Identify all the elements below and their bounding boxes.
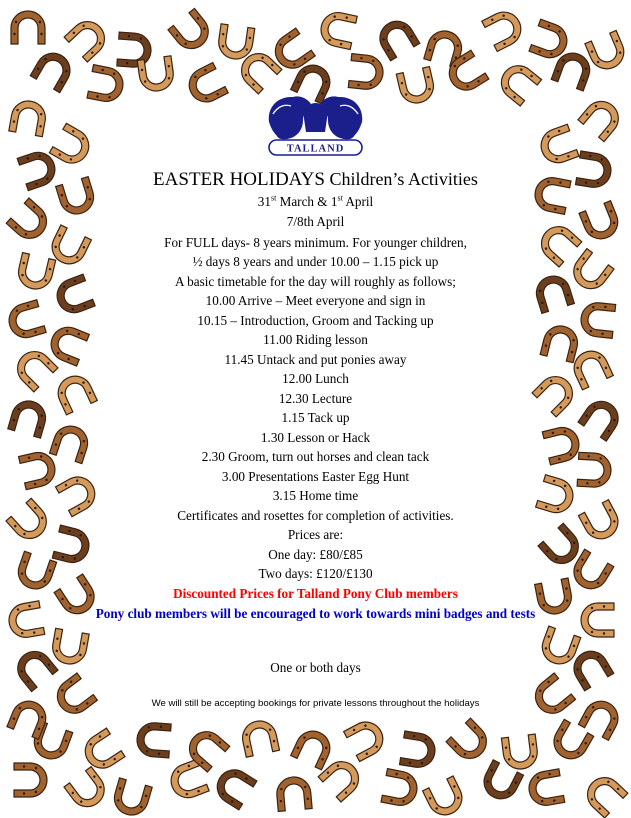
horseshoe-icon [5, 300, 46, 342]
horseshoe-icon [536, 475, 577, 517]
horseshoe-icon [53, 371, 98, 415]
horseshoe-icon [9, 98, 48, 136]
logo-text: TALLAND [286, 143, 345, 155]
horseshoe-icon [532, 175, 571, 215]
horseshoe-icon [536, 124, 579, 167]
horseshoe-icon [526, 769, 564, 808]
page-title [100, 168, 531, 191]
timetable-item: 12.30 Lecture [278, 391, 353, 406]
horseshoe-icon [578, 500, 624, 545]
horseshoe-icon [579, 301, 615, 338]
timetable-item: 3.00 Presentations Easter Egg Hunt [221, 469, 410, 484]
price-two-days: Two days: £120/£130 [258, 566, 373, 581]
timetable-item: 10.15 – Introduction, Groom and Tacking up [197, 313, 434, 328]
timetable-item: 1.15 Tack up [281, 410, 350, 425]
horseshoe-icon [51, 673, 98, 720]
date-line-2: 7/8th April [286, 214, 345, 229]
horseshoe-icon [540, 322, 581, 362]
horseshoe-icon [8, 397, 50, 438]
timetable-item: 1.30 Lesson or Hack [260, 430, 371, 445]
horseshoe-icon [578, 695, 624, 740]
intro-line-1: For FULL days- 8 years minimum. For younger children, [164, 235, 467, 250]
horseshoe-icon [585, 30, 629, 74]
talland-logo [263, 92, 368, 160]
horseshoe-icon [581, 603, 614, 637]
horseshoe-icon [6, 601, 44, 640]
timetable-item: 2.30 Groom, turn out horses and clean tack [201, 449, 430, 464]
timetable-item: 11.45 Untack and put ponies away [224, 352, 407, 367]
horseshoe-icon [6, 198, 53, 245]
horseshoe-icon [56, 471, 101, 517]
horseshoe-icon [15, 253, 56, 293]
timetable-item: 12.00 Lunch [282, 371, 349, 386]
horseshoe-icon [548, 719, 594, 765]
horseshoe-icon [535, 220, 582, 267]
horseshoe-icon [529, 673, 576, 720]
timetable-item: 3.15 Home time [272, 488, 359, 503]
horseshoe-icon [532, 272, 574, 313]
horseshoe-icon [542, 424, 582, 465]
one-or-both-text: One or both days [270, 660, 361, 675]
horseshoe-icon [46, 322, 89, 366]
horseshoe-icon [52, 274, 95, 318]
flyer-content [95, 0, 536, 818]
horseshoe-icon [532, 370, 579, 417]
horseshoe-icon [14, 763, 47, 797]
horseshoe-icon [538, 626, 581, 669]
horseshoe-icon [578, 395, 625, 441]
horseshoe-icon [30, 47, 76, 93]
horseshoe-icon [567, 249, 614, 296]
horseshoe-icon [11, 345, 58, 392]
horseshoe-icon [577, 452, 612, 488]
date-line-1: 31st March & 1st April [257, 193, 374, 209]
horseshoe-icon [19, 449, 59, 490]
horseshoe-icon [579, 201, 623, 244]
horseshoe-icon [11, 645, 58, 692]
horseshoe-icon [49, 123, 95, 169]
price-one-day: One day: £80/£85 [268, 547, 363, 562]
horseshoe-icon [578, 95, 625, 142]
horseshoe-icon [50, 628, 89, 666]
horseshoe-icon [52, 525, 92, 566]
horseshoe-icon [11, 11, 45, 44]
title-sub: Children’s Activities [329, 169, 478, 189]
horseshoe-icon [14, 551, 57, 593]
prices-heading: Prices are: [287, 527, 344, 542]
certificates-text: Certificates and rosettes for completion of activities. [177, 508, 454, 523]
horseshoe-icon [576, 151, 614, 190]
discount-notice: Discounted Prices for Talland Pony Club members [173, 586, 458, 601]
footer-note: We will still be accepting bookings for private lessons throughout the holidays [151, 698, 480, 709]
title-main: EASTER HOLIDAYS [153, 169, 325, 190]
timetable-item: 11.00 Riding lesson [263, 332, 368, 347]
pony-club-notice: Pony club members will be encouraged to work towards mini badges and tests [95, 606, 536, 621]
timetable-item: 10.00 Arrive – Meet everyone and sign in [205, 293, 426, 308]
horseshoe-icon [581, 771, 628, 818]
intro-line-2: ½ days 8 years and under 10.00 – 1.15 pick up [192, 254, 439, 269]
horseshoe-icon [6, 498, 53, 545]
horseshoe-icon [56, 177, 98, 218]
horseshoe-icon [50, 422, 93, 464]
intro-line-3: A basic timetable for the day will roughly as follows; [175, 274, 456, 289]
